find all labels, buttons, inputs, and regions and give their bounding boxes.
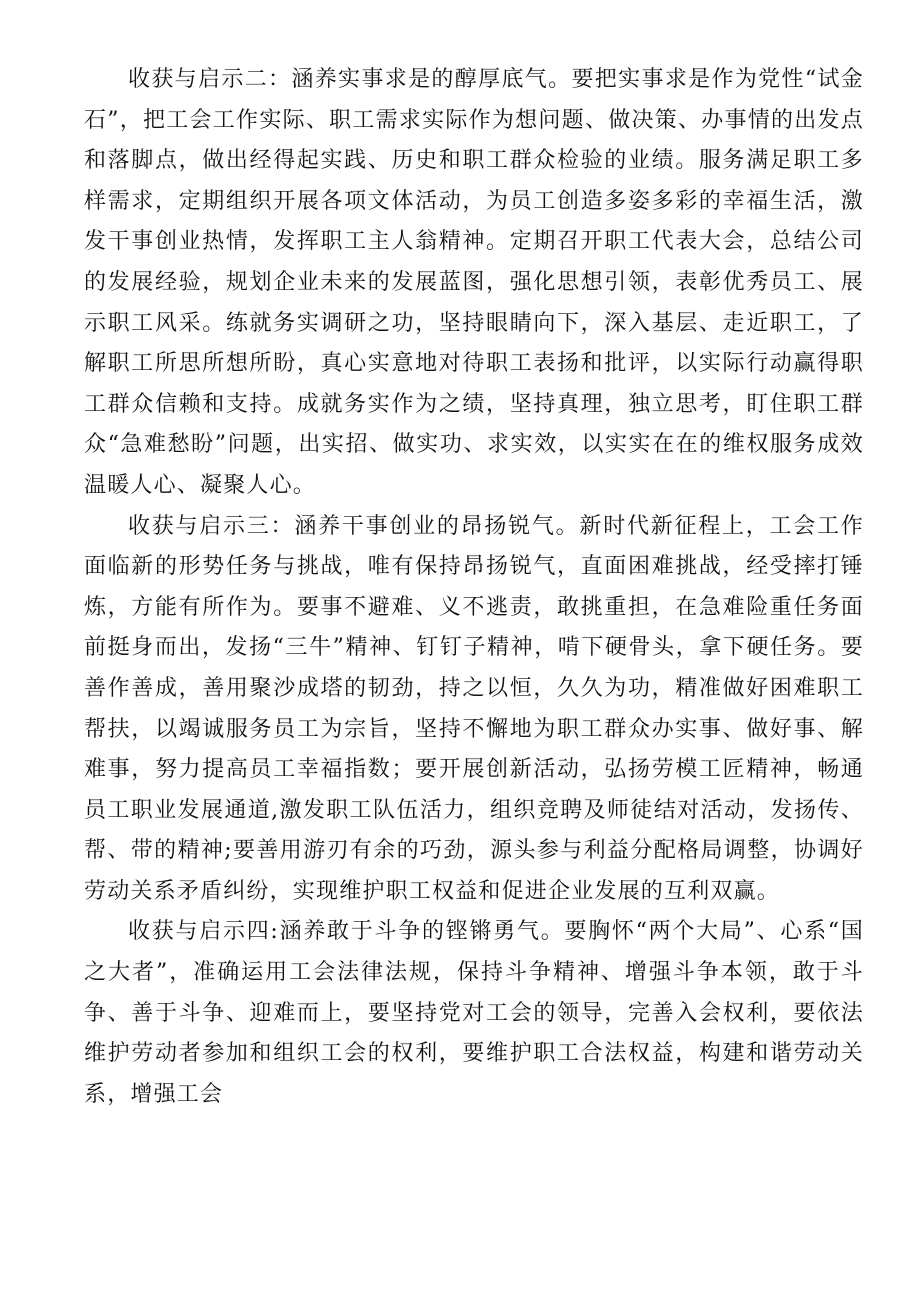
paragraph-lesson-three: 收获与启示三：涵养干事创业的昂扬锐气。新时代新征程上，工会工作面临新的形势任务与挑战，唯有保持昂扬锐气，直面困难挑战，经受摔打锤炼，方能有所作为。要事不避难、义不逃责，敢挑重担，在急难险重任务面前挺身而出，发扬“三牛”精神、钉钉子精神，啃下硬骨头，拿下硬任务。要善作善成，善用聚沙成塔的韧劲，持之以恒，久久为功，精准做好困难职工帮扶，以竭诚服务员工为宗旨，坚持不懈地为职工群众办实事、做好事、解难事，努力提高员工幸福指数；要开展创新活动，弘扬劳模工匠精神，畅通员工职业发展通道,激发职工队伍活力，组织竞聘及师徒结对活动，发扬传、帮、带的精神;要善用游刃有余的巧劲，源头参与利益分配格局调整，协调好劳动关系矛盾纠纷，实现维护职工权益和促进企业发展的互利双赢。 [84,513,864,904]
paragraph-lesson-four: 收获与启示四:涵养敢于斗争的铿锵勇气。要胸怀“两个大局”、心系“国之大者”，准确运用工会法律法规，保持斗争精神、增强斗争本领，敢于斗争、善于斗争、迎难而上，要坚持党对工会的领导，完善入会权利，要依法维护劳动者参加和组织工会的权利，要维护职工合法权益，构建和谐劳动关系，增强工会 [84,919,864,1107]
paragraph-lesson-two: 收获与启示二：涵养实事求是的醇厚底气。要把实事求是作为党性“试金石”，把工会工作实际、职工需求实际作为想问题、做决策、办事情的出发点和落脚点，做出经得起实践、历史和职工群众检验的业绩。服务满足职工多样需求，定期组织开展各项文体活动，为员工创造多姿多彩的幸福生活，激发干事创业热情，发挥职工主人翁精神。定期召开职工代表大会，总结公司的发展经验，规划企业未来的发展蓝图，强化思想引领，表彰优秀员工、展示职工风采。练就务实调研之功，坚持眼睛向下，深入基层、走近职工，了解职工所思所想所盼，真心实意地对待职工表扬和批评，以实际行动赢得职工群众信赖和支持。成就务实作为之绩，坚持真理，独立思考，盯住职工群众“急难愁盼”问题，出实招、做实功、求实效，以实实在在的维权服务成效温暖人心、凝聚人心。 [84,67,864,498]
